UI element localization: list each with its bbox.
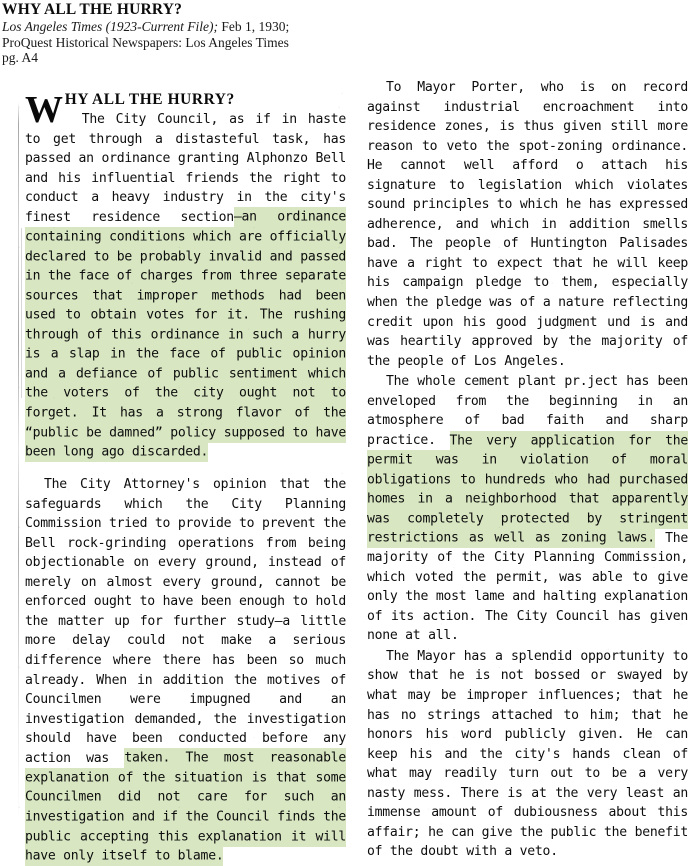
paragraph-run-plain: The whole cement plant pr.ject has been enveloped from the beginning in an atmosphere of bad faith and sharp practice.: [367, 374, 688, 448]
citation-date: Feb 1, 1930;: [221, 19, 290, 34]
article-paragraph: [367, 647, 688, 862]
scanned-article-image: [0, 78, 700, 864]
scan-edge-artifact: [18, 102, 19, 824]
article-column-right: [367, 78, 688, 862]
page-title: WHY ALL THE HURRY?: [2, 1, 183, 18]
article-lead-paragraph: [25, 91, 346, 462]
paragraph-run-plain: The majority of the City Planning Commission, which voted the permit, was able to give only the most lame and halting explanation of its action. The City Council has given none at all.: [367, 530, 688, 644]
article-paragraph: [367, 372, 688, 646]
citation-header: [0, 0, 700, 66]
article-headline: HY ALL THE HURRY?: [64, 91, 235, 109]
citation-publication: Los Angeles Times (1923-Current File);: [2, 19, 218, 34]
citation-page-number: pg. A4: [2, 50, 39, 66]
highlighted-passage-3: The very application for the permit was in violation of moral obligations to hundreds who had purchased homes in a neighborhood that apparently was completely protected by stringent restrictions as well as zoning laws.: [367, 431, 688, 549]
article-paragraph: [25, 475, 346, 866]
drop-cap: W: [25, 89, 63, 132]
scan-edge-artifact-secondary: [21, 228, 22, 398]
paragraph-run-plain: The City Attorney's opinion that the safeguards which the City Planning Commission tried to provide to prevent the Bell rock-grinding operations from being objectionable on every ground, instead of merely on almost every ground, cannot be enforced ought to have been enough to hold the matter up for further study—a little more delay could not make a serious difference where there has been so much already. When in addition the motives of Councilmen were impugned and an investigation demanded, the investigation should have been conducted before any action was: [25, 477, 346, 766]
citation-database: ProQuest Historical Newspapers: Los Angeles Times: [2, 34, 289, 50]
article-column-left: [25, 78, 346, 866]
citation-source-line: [2, 19, 700, 35]
article-paragraph: [367, 78, 688, 371]
paragraph-run-plain: The Mayor has a splendid opportunity to show that he is not bossed or swayed by what may be improper influences; that he has no strings attached to him; that he honors his word publicly given. He can keep his and the city's hands clean of what may readily turn out to be a very nasty mess. There is at the very least an immense amount of dubiousness about this affair; he can give the public the benefit of the doubt with a veto.: [367, 648, 688, 860]
paragraph-run-plain: To Mayor Porter, who is on record against industrial encroachment into residence zones, is thus given still more reason to veto the spot-zoning ordinance. He cannot well afford o attach his signature to legislation which violates sound principles to which he has expressed adherence, and which in addition smells bad. The people of Huntington Palisades have a right to expect that he will keep his campaign pledge to them, especially when the pledge was of a nature reflecting credit upon his good judgment und is and was heartily approved by the majority of the people of Los Angeles.: [367, 80, 688, 369]
highlighted-passage-2: taken. The most reasonable explanation of the situation is that some Councilmen did not care for such an investigation and if the Council finds the public accepting this explanation it will have only itself to blame.: [25, 748, 346, 866]
highlighted-passage-1: —an ordinance containing conditions which are officially declared to be probably invalid and passed in the face of charges from three separate sources that improper methods had been used to obtain votes for it. The rushing through of this ordinance in such a hurry is a slap in the face of public opinion and a defiance of public sentiment which the voters of the city ought not to forget. It has a strong flavor of the “public be damned” policy supposed to have been long ago discarded.: [25, 207, 346, 462]
paragraph-run-plain: The City Council, as if in haste to get through a distasteful task, has passed an ordinance granting Alphonzo Bell and his influential friends the right to conduct a heavy industry in the city's finest residence section: [25, 112, 346, 225]
